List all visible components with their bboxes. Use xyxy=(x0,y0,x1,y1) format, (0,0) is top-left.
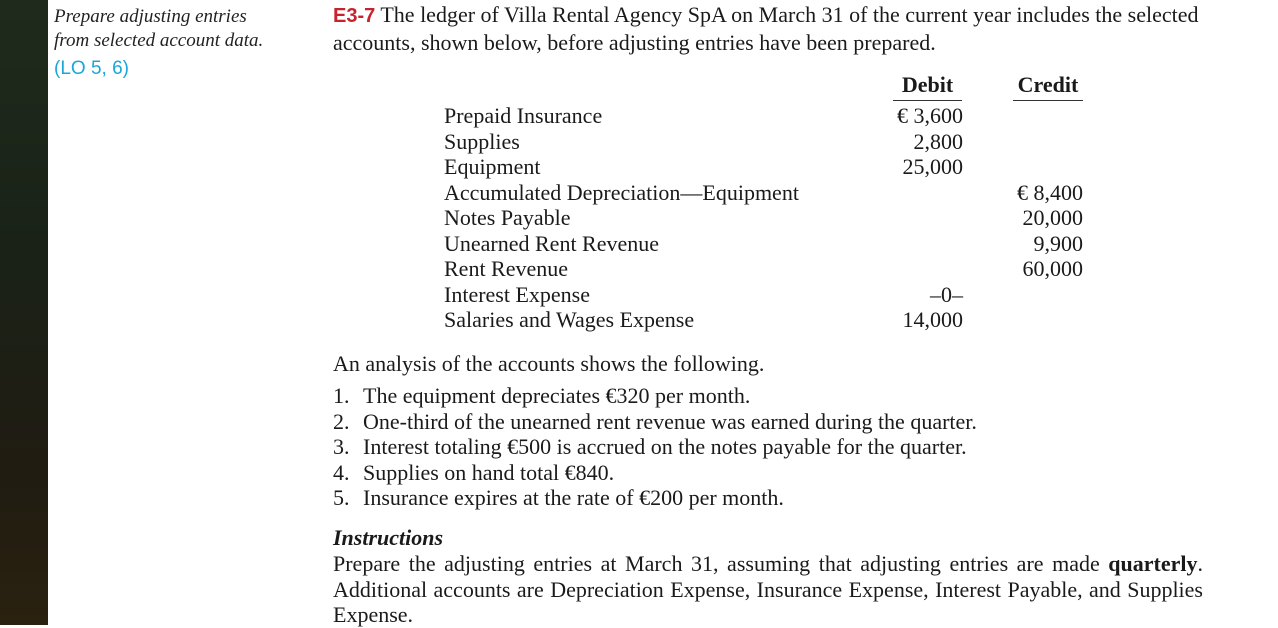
list-item xyxy=(333,434,977,460)
account-name: Supplies xyxy=(444,128,520,154)
list-item xyxy=(333,409,977,435)
credit-header: Credit xyxy=(1013,72,1083,101)
ledger-row xyxy=(0,205,1278,231)
debit-amount: 25,000 xyxy=(902,154,963,179)
debit-amount: 2,800 xyxy=(913,128,963,154)
account-name: Interest Expense xyxy=(444,281,590,307)
ledger-row xyxy=(0,103,1278,129)
analysis-lead: An analysis of the accounts shows the following. xyxy=(333,351,765,376)
ledger-row xyxy=(0,256,1278,282)
list-item xyxy=(333,485,977,511)
credit-amount: 60,000 xyxy=(1022,256,1083,281)
item-text: Supplies on hand total €840. xyxy=(363,459,615,485)
instructions-bold-word: quarterly xyxy=(1108,551,1198,576)
debit-amount: –0– xyxy=(930,281,963,307)
learning-objectives: (LO 5, 6) xyxy=(54,58,129,79)
credit-amount: 9,900 xyxy=(1033,230,1083,256)
account-name: Salaries and Wages Expense xyxy=(444,307,695,332)
account-name: Unearned Rent Revenue xyxy=(444,230,660,256)
account-name: Rent Revenue xyxy=(444,256,569,281)
debit-amount: € 3,600 xyxy=(897,103,963,128)
account-name: Notes Payable xyxy=(444,205,571,230)
credit-amount: 20,000 xyxy=(1022,205,1083,230)
ledger-row xyxy=(0,180,1278,206)
exercise-intro-text: The ledger of Villa Rental Agency SpA on March 31 of the current year includes the selected accounts, shown below, before adjusting entries have been prepared. xyxy=(333,2,1199,55)
instructions-text-after: . Additional accounts are Depreciation Expense, Insurance Expense, Interest Payable, and Supplies Expense. xyxy=(333,551,1203,627)
ledger-row xyxy=(0,307,1278,333)
ledger-row xyxy=(0,129,1278,155)
ledger-row xyxy=(0,231,1278,257)
debit-amount: 14,000 xyxy=(902,307,963,332)
list-item xyxy=(333,383,977,409)
exercise-number: E3-7 xyxy=(333,5,376,27)
credit-amount: € 8,400 xyxy=(1017,179,1083,205)
ledger-row xyxy=(0,282,1278,308)
item-number: 4. xyxy=(333,459,350,485)
instructions-heading: Instructions xyxy=(333,525,444,550)
objective-line-1: Prepare adjusting entries xyxy=(54,6,247,27)
objective-line-2: from selected account data. xyxy=(54,30,264,51)
item-text: The equipment depreciates €320 per month. xyxy=(363,383,751,408)
instructions-text-before: Prepare the adjusting entries at March 31, assuming that adjusting entries are made xyxy=(333,551,1109,576)
list-item xyxy=(333,460,977,486)
debit-header: Debit xyxy=(893,72,962,101)
item-text: Interest totaling €500 is accrued on the notes payable for the quarter. xyxy=(363,434,967,459)
account-name: Accumulated Depreciation—Equipment xyxy=(444,179,799,205)
account-name: Equipment xyxy=(444,154,541,179)
item-number: 5. xyxy=(333,485,350,510)
item-text: One-third of the unearned rent revenue was earned during the quarter. xyxy=(363,408,977,434)
analysis-list xyxy=(333,383,977,511)
instructions-text xyxy=(333,551,1203,628)
item-number: 3. xyxy=(333,434,350,459)
item-number: 1. xyxy=(333,383,350,408)
item-text: Insurance expires at the rate of €200 per month. xyxy=(363,485,784,510)
account-name: Prepaid Insurance xyxy=(444,103,603,128)
ledger-row xyxy=(0,154,1278,180)
item-number: 2. xyxy=(333,408,350,434)
